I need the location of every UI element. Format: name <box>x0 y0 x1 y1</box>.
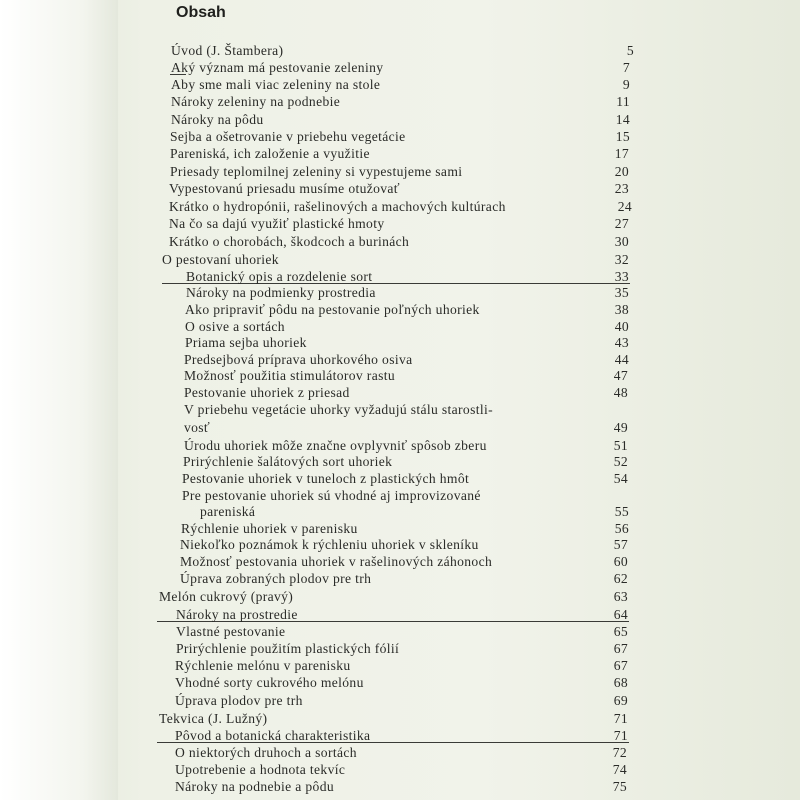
toc-entry <box>184 367 628 384</box>
toc-entry-page: 75 <box>612 779 627 794</box>
toc-entry <box>170 128 630 145</box>
toc-entry <box>171 42 634 59</box>
toc-entry-title: Ako pripraviť pôdu na pestovanie poľných uhoriek <box>185 302 480 317</box>
toc-entry-page: 17 <box>614 146 629 161</box>
toc-entry-page: 60 <box>613 554 628 569</box>
toc-entry-title: Krátko o chorobách, škodcoch a burinách <box>169 234 410 249</box>
toc-entry-page: 11 <box>616 94 630 109</box>
toc-entry-title: vosť <box>184 420 211 435</box>
toc-entry-title: V priebehu vegetácie uhorky vyžadujú stálu starostli- <box>184 402 493 417</box>
toc-entry-page: 9 <box>622 77 630 92</box>
toc-entry <box>171 93 630 110</box>
toc-entry-page: 7 <box>622 60 630 75</box>
toc-entry <box>175 692 628 709</box>
toc-entry-title: Priesady teplomilnej zeleniny si vypestujeme sami <box>170 164 463 179</box>
toc-entry-title: Nároky na pôdu <box>171 112 264 127</box>
toc-entry-title: Pestovanie uhoriek v tuneloch z plastických hmôt <box>182 471 470 486</box>
toc-entry-title: Pestovanie uhoriek z priesad <box>184 385 350 400</box>
toc-entry-title: Krátko o hydropónii, rašelinových a machových kultúrach <box>169 199 506 214</box>
toc-entry-title: Úvod (J. Štambera) <box>171 43 284 58</box>
toc-entry-title: Možnosť pestovania uhoriek v rašelinových záhonoch <box>180 554 493 569</box>
toc-entry-title: Niekoľko poznámok k rýchleniu uhoriek v skleníku <box>180 537 479 552</box>
page-title: Obsah <box>176 4 226 21</box>
toc-entry-title: Vypestovanú priesadu musíme otužovať <box>169 181 400 196</box>
toc-entry-title: Pareniská, ich založenie a využitie <box>170 146 370 161</box>
toc-entry-title: Prirýchlenie použitím plastických fólií <box>176 641 400 656</box>
toc-entry-page: 33 <box>614 269 629 284</box>
toc-entry <box>175 761 627 778</box>
toc-entry <box>184 384 628 401</box>
toc-entry-page: 43 <box>614 335 629 350</box>
toc-entry-page: 35 <box>614 285 629 300</box>
toc-entry-page: 15 <box>615 129 630 144</box>
toc-entry <box>184 437 628 454</box>
toc-entry <box>169 233 629 250</box>
toc-entry-page: 20 <box>614 164 629 179</box>
toc-entry <box>175 657 628 674</box>
toc-entry-page: 74 <box>612 762 627 777</box>
toc-entry <box>180 553 628 570</box>
toc-entry <box>182 487 600 504</box>
toc-entry <box>200 503 629 520</box>
toc-entry-page: 48 <box>613 385 628 400</box>
toc-entry <box>159 588 628 605</box>
toc-entry-page: 5 <box>626 43 634 58</box>
toc-entry-page: 72 <box>612 745 627 760</box>
toc-entry-page: 57 <box>613 537 628 552</box>
toc-entry <box>185 318 629 335</box>
toc-entry-page: 54 <box>613 471 628 486</box>
toc-entry <box>159 710 628 727</box>
toc-entry <box>183 453 628 470</box>
toc-entry <box>186 268 629 285</box>
toc-entry-title: Nároky zeleniny na podnebie <box>171 94 341 109</box>
toc-entry <box>170 163 629 180</box>
toc-entry-title: Nároky na podmienky prostredia <box>186 285 376 300</box>
toc-entry <box>185 334 629 351</box>
toc-entry-page: 47 <box>613 368 628 383</box>
toc-entry-title: Predsejbová príprava uhorkového osiva <box>184 352 413 367</box>
toc-entry <box>175 778 627 795</box>
toc-entry <box>175 674 628 691</box>
toc-entry-title: Nároky na prostredie <box>176 607 298 622</box>
toc-entry-page: 71 <box>613 711 628 726</box>
toc-entry <box>169 180 629 197</box>
toc-entry-page: 68 <box>613 675 628 690</box>
toc-entry <box>175 727 628 744</box>
toc-entry <box>180 570 628 587</box>
toc-entry-title: Pôvod a botanická charakteristika <box>175 728 371 743</box>
toc-entry <box>182 470 628 487</box>
toc-entry <box>180 536 628 553</box>
toc-entry-title: Upotrebenie a hodnota tekvíc <box>175 762 346 777</box>
toc-entry-page: 63 <box>613 589 628 604</box>
toc-entry <box>181 520 629 537</box>
toc-entry <box>169 215 629 232</box>
toc-entry-title: Tekvica (J. Lužný) <box>159 711 268 726</box>
toc-entry-title: Na čo sa dajú využiť plastické hmoty <box>169 216 385 231</box>
toc-entry-title: Priama sejba uhoriek <box>185 335 307 350</box>
toc-entry <box>185 301 629 318</box>
toc-entry <box>176 606 628 623</box>
toc-entry-page: 51 <box>613 438 628 453</box>
toc-entry-page: 49 <box>613 420 628 435</box>
toc-entry-page: 69 <box>613 693 628 708</box>
toc-entry-page: 38 <box>614 302 629 317</box>
toc-entry-title: Rýchlenie melónu v parenisku <box>175 658 351 673</box>
toc-entry <box>170 145 629 162</box>
toc-entry-title: Rýchlenie uhoriek v parenisku <box>181 521 358 536</box>
toc-entry-title: Pre pestovanie uhoriek sú vhodné aj improvizované <box>182 488 481 503</box>
toc-entry <box>169 198 632 215</box>
toc-entry-title: O osive a sortách <box>185 319 285 334</box>
toc-entry <box>176 640 628 657</box>
toc-entry-page: 14 <box>615 112 630 127</box>
toc-entry <box>184 351 629 368</box>
toc-entry <box>176 623 628 640</box>
toc-entry-page: 67 <box>613 641 628 656</box>
toc-entry <box>171 76 630 93</box>
toc-entry-page: 52 <box>613 454 628 469</box>
toc-entry-title: Melón cukrový (pravý) <box>159 589 294 604</box>
toc-entry <box>162 251 629 268</box>
toc-entry-title: Úrodu uhoriek môže značne ovplyvniť spôsob zberu <box>184 438 487 453</box>
toc-entry <box>175 744 627 761</box>
toc-entry-title: Vlastné pestovanie <box>176 624 286 639</box>
toc-entry-page: 67 <box>613 658 628 673</box>
toc-entry <box>184 419 628 436</box>
toc-entry-page: 62 <box>613 571 628 586</box>
toc-entry <box>171 111 630 128</box>
toc-entry-page: 44 <box>614 352 629 367</box>
toc-entry-title: Úprava plodov pre trh <box>175 693 303 708</box>
toc-entry-title: Aký význam má pestovanie zeleniny <box>171 60 384 75</box>
toc-entry-title: Prirýchlenie šalátových sort uhoriek <box>183 454 393 469</box>
toc-entry-title: Nároky na podnebie a pôdu <box>175 779 334 794</box>
toc-entry-page: 23 <box>614 181 629 196</box>
toc-entry-page: 30 <box>614 234 629 249</box>
toc-entry-page: 24 <box>617 199 632 214</box>
toc-entry-page: 64 <box>613 607 628 622</box>
toc-entry <box>171 59 630 76</box>
toc-entry-page: 27 <box>614 216 629 231</box>
toc-entry-title: Možnosť použitia stimulátorov rastu <box>184 368 395 383</box>
toc-entry-title: Úprava zobraných plodov pre trh <box>180 571 372 586</box>
toc-entry-title: Vhodné sorty cukrového melónu <box>175 675 364 690</box>
toc-entry-page: 71 <box>613 728 628 743</box>
toc-entry-title: Aby sme mali viac zeleniny na stole <box>171 77 381 92</box>
toc-entry-title: pareniská <box>200 504 256 519</box>
toc-entry <box>186 284 629 301</box>
toc-entry-title: O pestovaní uhoriek <box>162 252 279 267</box>
toc-entry-title: O niektorých druhoch a sortách <box>175 745 357 760</box>
toc-entry-title: Sejba a ošetrovanie v priebehu vegetácie <box>170 129 406 144</box>
toc-entry-page: 32 <box>614 252 629 267</box>
toc-entry-page: 55 <box>614 504 629 519</box>
toc-entry-page: 56 <box>614 521 629 536</box>
toc-entry-title: Botanický opis a rozdelenie sort <box>186 269 373 284</box>
toc-entry-page: 65 <box>613 624 628 639</box>
toc-entry <box>184 401 600 418</box>
toc-entry-page: 40 <box>614 319 629 334</box>
